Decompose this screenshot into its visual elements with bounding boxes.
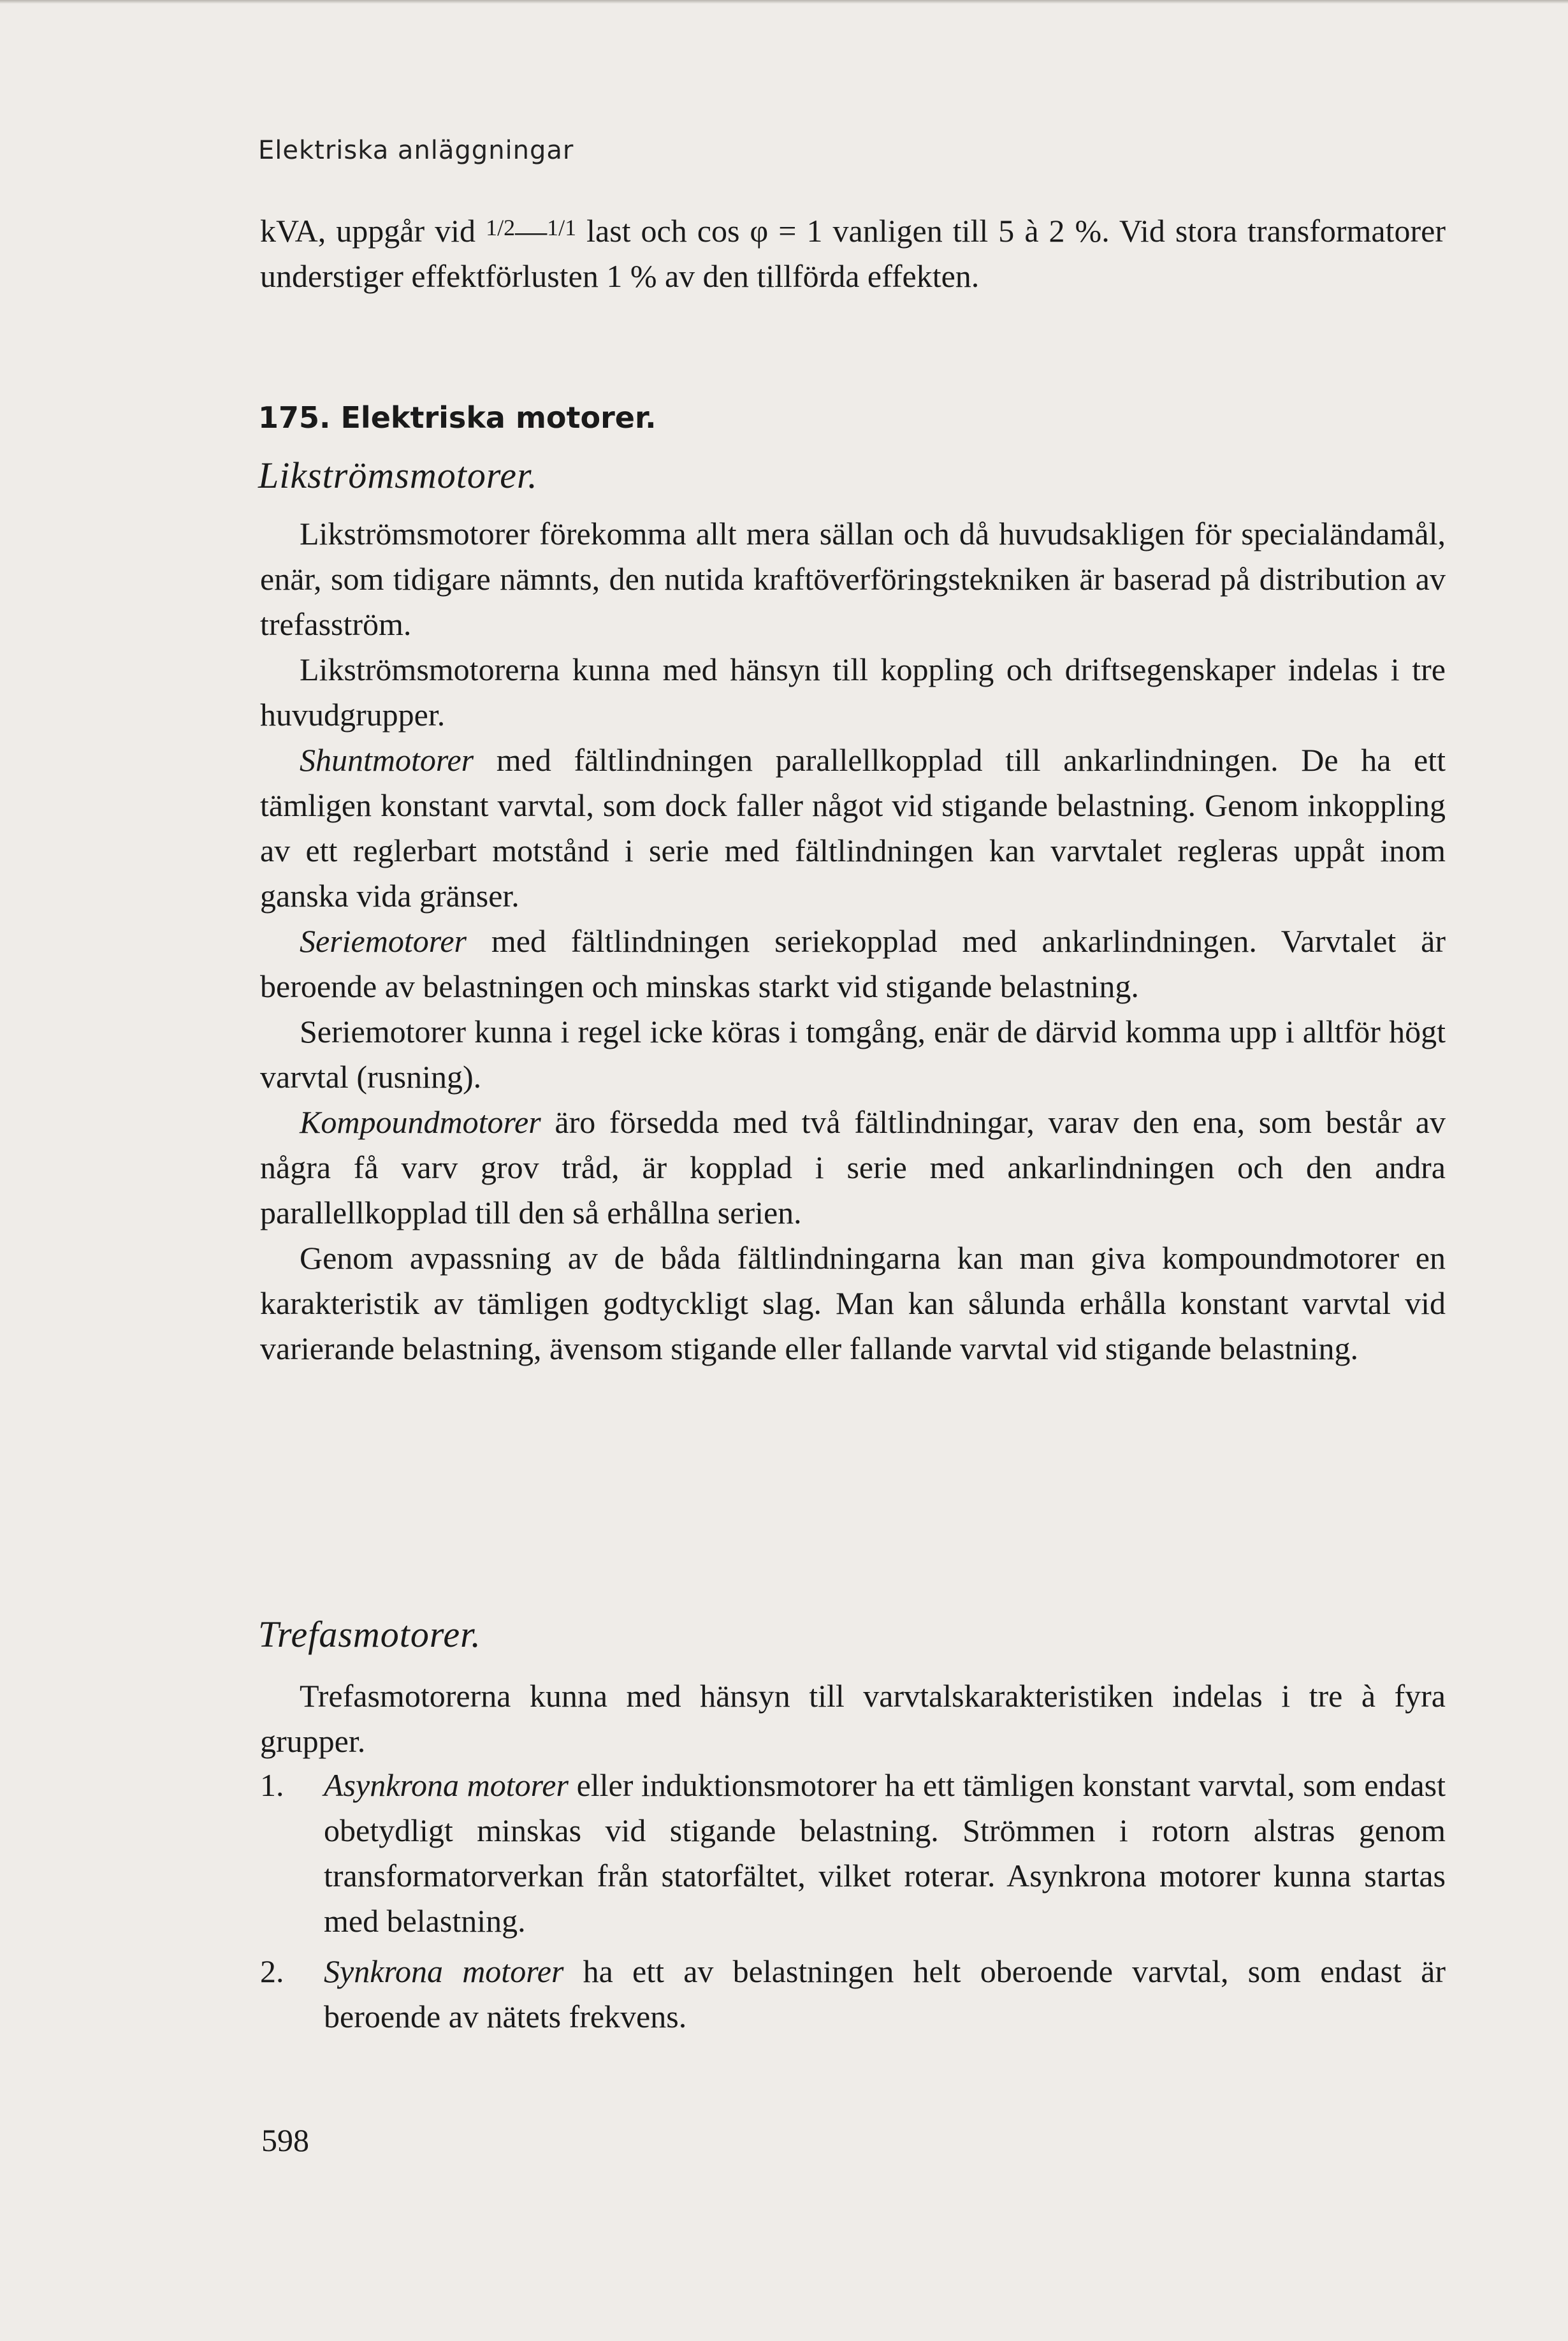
dc-paragraph-5: Seriemotorer kunna i regel icke köras i tomgång, enär de därvid komma upp i alltför högt varvtal (rusning). (260, 1014, 1446, 1095)
section-heading: 175. Elektriska motorer. (258, 400, 657, 435)
intro-lead: kVA, uppgår vid (260, 213, 486, 249)
dc-paragraph-7: Genom avpassning av de båda fältlindningarna kan man giva kompoundmotorer en karakteristik av tämligen godtyckligt slag. Man kan sålunda erhålla konstant varvtal vid varierande belastning, ävensom stigande eller fallande varvtal vid stigande belastning. (260, 1240, 1446, 1366)
motor-types-list (260, 1763, 1446, 2045)
intro-paragraph (260, 205, 1446, 299)
term-synchronous: Synkrona motorer (324, 1953, 564, 1989)
compound-text: äro försedda med två fältlindningar, varav den ena, som består av några få varv grov tråd, är kopplad i serie med ankarlindningen och den andra parallellkopplad till den så erhållna serien. (260, 1104, 1446, 1230)
page-number: 598 (261, 2122, 309, 2158)
intro-rest: Vid stora transformatorer understiger effektförlusten 1 % av den tillförda effekten. (260, 213, 1446, 294)
dc-paragraph-compound (260, 1100, 1446, 1236)
ac-paragraph-1: Trefasmotorerna kunna med hänsyn till varvtalskarakteristiken indelas i tre à fyra grupper. (260, 1678, 1446, 1759)
running-head: Elektriska anläggningar (258, 136, 574, 165)
subheading-dc-motors: Likströmsmotorer. (258, 455, 538, 496)
intro-fraction-whole: 1/1 (547, 215, 577, 240)
intro-dash: — (515, 213, 548, 249)
intro-fraction-half: 1/2 (486, 215, 516, 240)
term-compound: Kompoundmotorer (300, 1104, 541, 1140)
term-shunt: Shuntmotorer (300, 742, 474, 778)
dc-paragraph-2: Likströmsmotorerna kunna med hänsyn till koppling och driftsegenskaper indelas i tre huvudgrupper. (260, 652, 1446, 733)
dc-paragraph-series (260, 919, 1446, 1009)
list-item (260, 1763, 1446, 1944)
list-number: 2. (260, 1953, 284, 1989)
dc-paragraph-shunt (260, 738, 1446, 919)
page-top-edge (0, 0, 1568, 4)
asynchronous-text: eller induktionsmotorer ha ett tämligen konstant varvtal, som endast obetydligt minskas vid stigande belastning. Strömmen i rotorn alstras genom transformatorverkan från statorfältet, vilket roterar. Asynkrona motorer kunna startas med belastning. (324, 1767, 1446, 1939)
dc-paragraph-1: Likströmsmotorer förekomma allt mera sällan och då huvudsakligen för specialändamål, enär, som tidigare nämnts, den nutida kraftöverföringstekniken är baserad på distribution av trefasström. (260, 516, 1446, 642)
series-text: med fältlindningen seriekopplad med ankarlindningen. Varvtalet är beroende av belastningen och minskas starkt vid stigande belastning. (260, 923, 1446, 1004)
list-item (260, 1949, 1446, 2039)
dc-motors-body (260, 511, 1446, 1371)
subheading-three-phase-motors: Trefasmotorer. (258, 1614, 481, 1655)
term-series: Seriemotorer (300, 923, 467, 959)
shunt-text: med fältlindningen parallellkopplad till ankarlindningen. De ha ett tämligen konstant varvtal, som dock faller något vid stigande belastning. Genom inkoppling av ett reglerbart motstånd i serie med fältlindningen kan varvtalet regleras uppåt inom ganska vida gränser. (260, 742, 1446, 914)
ac-intro-paragraph (260, 1674, 1446, 1764)
term-asynchronous: Asynkrona motorer (324, 1767, 569, 1803)
synchronous-text: ha ett av belastningen helt oberoende varvtal, som endast är beroende av nätets frekvens. (324, 1953, 1446, 2034)
list-number: 1. (260, 1767, 284, 1803)
intro-mid: last och cos φ = 1 vanligen till 5 à 2 %. (576, 213, 1110, 249)
